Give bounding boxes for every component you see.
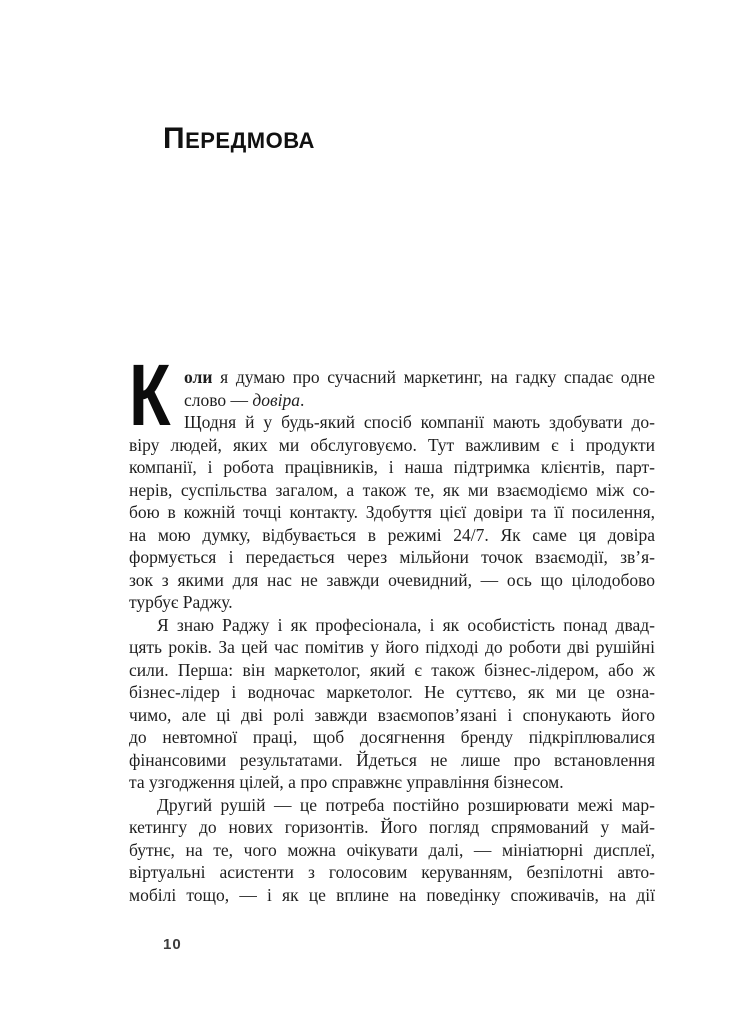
paragraph bbox=[129, 411, 655, 614]
text-line: турбує Раджу. bbox=[129, 592, 233, 612]
text-line: зок з якими для нас не завжди очевидний, — ось що цілодобово bbox=[129, 569, 655, 590]
text-line: мобілі тощо, — і як це вплине на поведінку споживачів, на дії bbox=[129, 884, 655, 905]
text-line: сили. Перша: він маркетолог, який є також бізнес-лідером, або ж bbox=[129, 659, 655, 680]
text-line: віру людей, яких ми обслуговуємо. Тут важливим є і продукти bbox=[129, 434, 655, 455]
text-line: Я знаю Раджу і як професіонала, і як особистість понад двад- bbox=[157, 614, 655, 635]
paragraph bbox=[129, 614, 655, 794]
chapter-title bbox=[163, 120, 315, 158]
text-segment: слово — bbox=[184, 389, 253, 410]
text-line: компанії, і робота працівників, і наша підтримка клієнтів, парт- bbox=[129, 457, 655, 477]
text-line: чимо, але ці дві ролі завжди взаємопов’язані і спонукають його bbox=[129, 704, 655, 725]
text-line: до невтомної праці, щоб досягнення бренду підкріплювалися bbox=[129, 727, 655, 747]
text-line: формується і передається через мільйони точок взаємодії, зв’я- bbox=[129, 547, 655, 567]
text-line: бою в кожній точці контакту. Здобуття цієї довіри та її посилення, bbox=[129, 502, 655, 522]
text-segment: я думаю про сучасний маркетинг, на гадку спадає одне bbox=[212, 367, 655, 387]
text-segment: . bbox=[299, 389, 305, 410]
text-line: Другий рушій — це потреба постійно розширювати межі мар- bbox=[157, 794, 655, 815]
text-line: нерів, суспільства загалом, а також те, як ми взаємодіємо між со- bbox=[129, 479, 655, 500]
text-line: на мою думку, відбувається в режимі 24/7. Як саме ця довіра bbox=[129, 524, 655, 545]
text-line: Щодня й у будь-який спосіб компанії мають здобувати до- bbox=[184, 412, 655, 432]
text-line: кетингу до нових горизонтів. Його погляд спрямований у май- bbox=[129, 817, 655, 837]
text-line bbox=[129, 366, 655, 389]
text-line: бутнє, на те, чого можна очікувати далі, — мініатюрні дисплеї, bbox=[129, 839, 655, 860]
drop-cap: К bbox=[129, 346, 171, 445]
chapter-title-rest: ЕРЕДМОВА bbox=[185, 128, 315, 154]
text-line: бізнес-лідер і водночас маркетолог. Не суттєво, як ми це озна- bbox=[129, 682, 655, 702]
text-line bbox=[129, 389, 655, 412]
paragraph bbox=[129, 794, 655, 907]
text-line: та узгодження цілей, а про справжнє управління бізнесом. bbox=[129, 772, 564, 792]
text-line: віртуальні асистенти з голосовим керуванням, безпілотні авто- bbox=[129, 862, 655, 882]
body-text bbox=[129, 366, 655, 906]
chapter-title-initial: П bbox=[163, 122, 186, 156]
text-line: фінансовими результатами. Йдеться не лише про встановлення bbox=[129, 749, 655, 770]
lead-word: оли bbox=[184, 367, 213, 387]
emphasis-word: довіра bbox=[252, 389, 300, 410]
page-number: 10 bbox=[163, 936, 182, 953]
paragraph bbox=[129, 366, 655, 411]
text-line: цять років. За цей час помітив у його підході до роботи дві рушійні bbox=[129, 637, 655, 657]
